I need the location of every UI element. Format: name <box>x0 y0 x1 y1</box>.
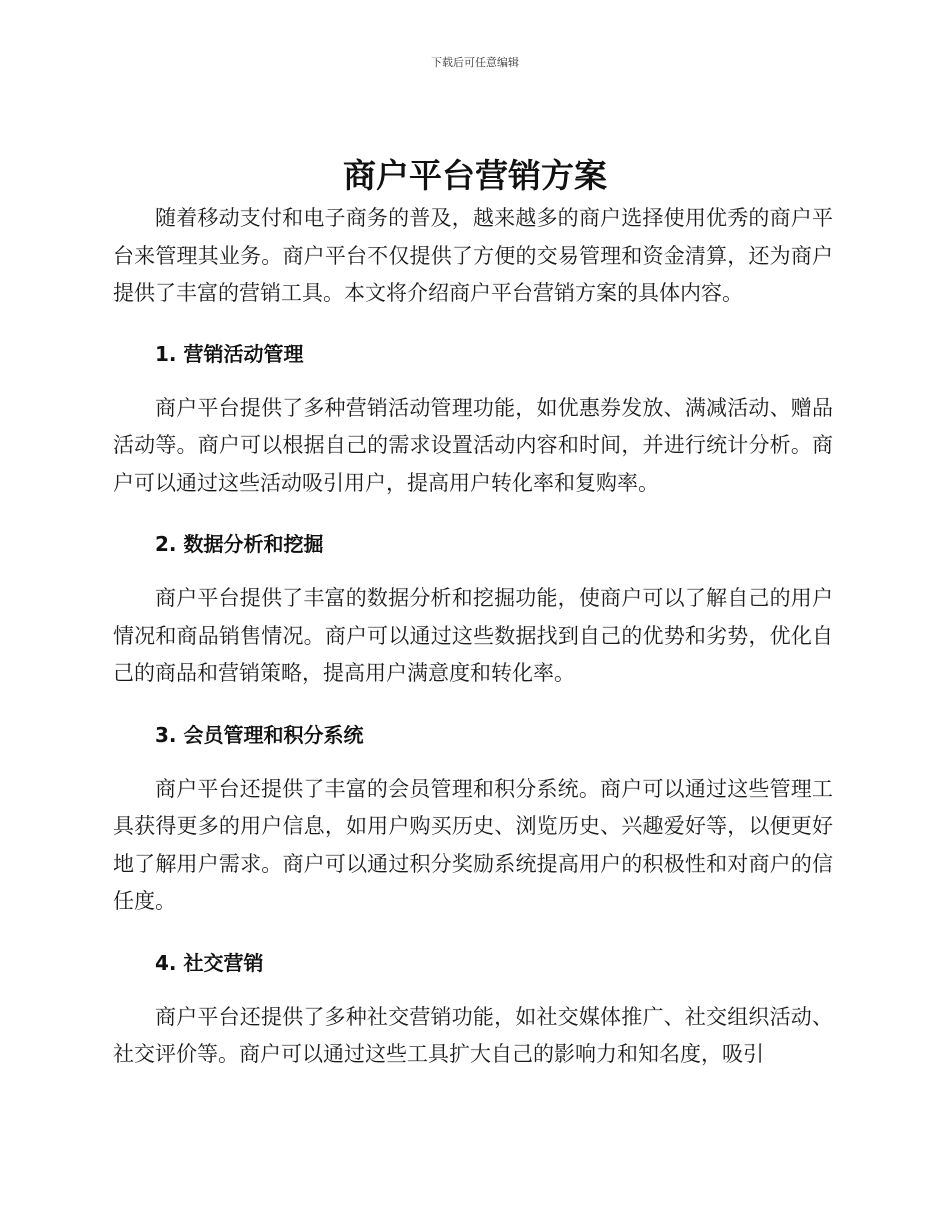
section-heading-marketing-activities: 1. 营销活动管理 <box>155 341 304 366</box>
section-paragraph-marketing-activities: 商户平台提供了多种营销活动管理功能，如优惠券发放、满减活动、赠品活动等。商户可以根据自己的需求设置活动内容和时间，并进行统计分析。商户可以通过这些活动吸引用户，提高用户转化率和复购率。 <box>113 395 833 495</box>
section-heading-data-analysis: 2. 数据分析和挖掘 <box>155 532 324 556</box>
document-body <box>113 200 833 1074</box>
intro-paragraph: 随着移动支付和电子商务的普及，越来越多的商户选择使用优秀的商户平台来管理其业务。商户平台不仅提供了方便的交易管理和资金清算，还为商户提供了丰富的营销工具。本文将介绍商户平台营销方案的具体内容。 <box>113 206 833 305</box>
section-paragraph-membership: 商户平台还提供了丰富的会员管理和积分系统。商户可以通过这些管理工具获得更多的用户信息，如用户购买历史、浏览历史、兴趣爱好等，以便更好地了解用户需求。商户可以通过积分奖励系统提高用户的积极性和对商户的信任度。 <box>113 776 833 913</box>
header-note: 下载后可任意编辑 <box>431 56 519 69</box>
section-heading-membership: 3. 会员管理和积分系统 <box>155 722 364 747</box>
section-paragraph-data-analysis: 商户平台提供了丰富的数据分析和挖掘功能，使商户可以了解自己的用户情况和商品销售情况。商户可以通过这些数据找到自己的优势和劣势，优化自己的商品和营销策略，提高用户满意度和转化率。 <box>113 586 833 685</box>
section-paragraph-social-marketing: 商户平台还提供了多种社交营销功能，如社交媒体推广、社交组织活动、社交评价等。商户可以通过这些工具扩大自己的影响力和知名度，吸引 <box>113 1004 833 1066</box>
section-heading-social-marketing: 4. 社交营销 <box>155 950 264 975</box>
document-title: 商户平台营销方案 <box>343 156 607 195</box>
